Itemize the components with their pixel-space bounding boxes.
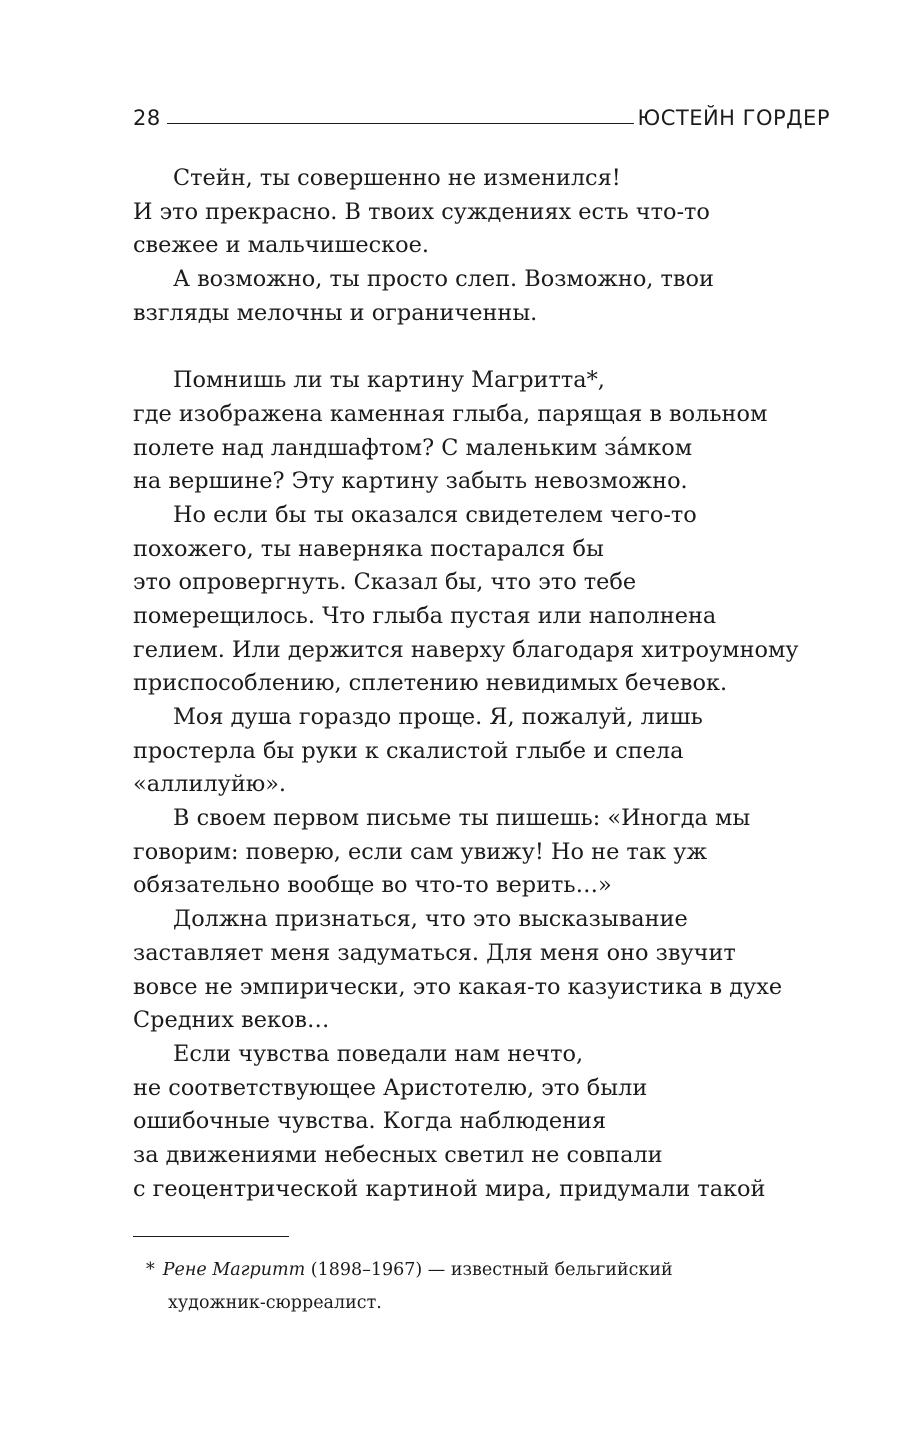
text-line: ошибочные чувства. Когда наблюдения [133,1108,607,1135]
text-line: где изображена каменная глыба, парящая в вольном [133,400,768,427]
text-line: Стейн, ты совершенно не изменился! [173,165,621,191]
text-line: приспособлению, сплетению невидимых бечевок. [133,670,728,697]
text-line: не соответствующее Аристотелю, это были [133,1074,648,1101]
header-rule [167,123,634,124]
author-name: ЮСТЕЙН ГОРДЕР [637,106,830,130]
text-line: это опровергнуть. Сказал бы, что это тебе [133,569,637,596]
text-line: гелием. Или держится наверху благодаря хитроумному [133,636,799,663]
text-line: Должна признаться, что это высказывание [173,906,688,933]
text-line: взгляды мелочны и ограниченны. [133,299,538,326]
text-line: В своем первом письме ты пишешь: «Иногда мы [173,805,751,832]
text-line: простерла бы руки к скалистой глыбе и спела [133,737,684,764]
text-line: «аллилуйю». [133,771,287,798]
text-line: на вершине? Эту картину забыть невозможно. [133,468,688,495]
text-line: за движениями небесных светил не совпали [133,1141,663,1168]
text-line: полете над ландшафтом? С маленьким за́мком [133,434,693,461]
text-line: Но если бы ты оказался свидетелем чего-то [173,501,697,528]
text-line: Помнишь ли ты картину Магритта*, [173,367,605,394]
text-line: Моя душа гораздо проще. Я, пожалуй, лишь [173,704,703,730]
text-line: обязательно вообще во что-то верить…» [133,872,612,899]
text-line: с геоцентрической картиной мира, придумали такой [133,1175,766,1202]
footnote-line [146,1254,826,1287]
page-number: 28 [133,106,161,130]
footnote-text: (1898–1967) — известный бельгийский [305,1260,673,1280]
footnote-rule [133,1236,289,1237]
text-line: А возможно, ты просто слеп. Возможно, твои [173,266,714,293]
running-head [133,96,830,130]
text-line: И это прекрасно. В твоих суждениях есть что-то [133,198,710,225]
footnote-name: Рене Магритт [162,1260,306,1280]
text-line: вовсе не эмпирически, это какая-то казуистика в духе [133,973,783,1000]
text-line: померещилось. Что глыба пустая или наполнена [133,602,717,629]
footnote-line: художник-сюрреалист. [168,1293,382,1313]
footnote-marker: * [146,1260,155,1280]
text-line: похожего, ты наверняка постарался бы [133,535,604,562]
paragraph-gap [133,330,833,364]
text-line: заставляет меня задуматься. Для меня оно звучит [133,939,736,966]
footnote [146,1254,826,1320]
body-text [133,162,833,1206]
text-line: свежее и мальчишеское. [133,232,430,259]
text-line: Если чувства поведали нам нечто, [173,1040,584,1067]
text-line: говорим: поверю, если сам увижу! Но не так уж [133,838,708,865]
text-line: Средних веков… [133,1007,330,1034]
